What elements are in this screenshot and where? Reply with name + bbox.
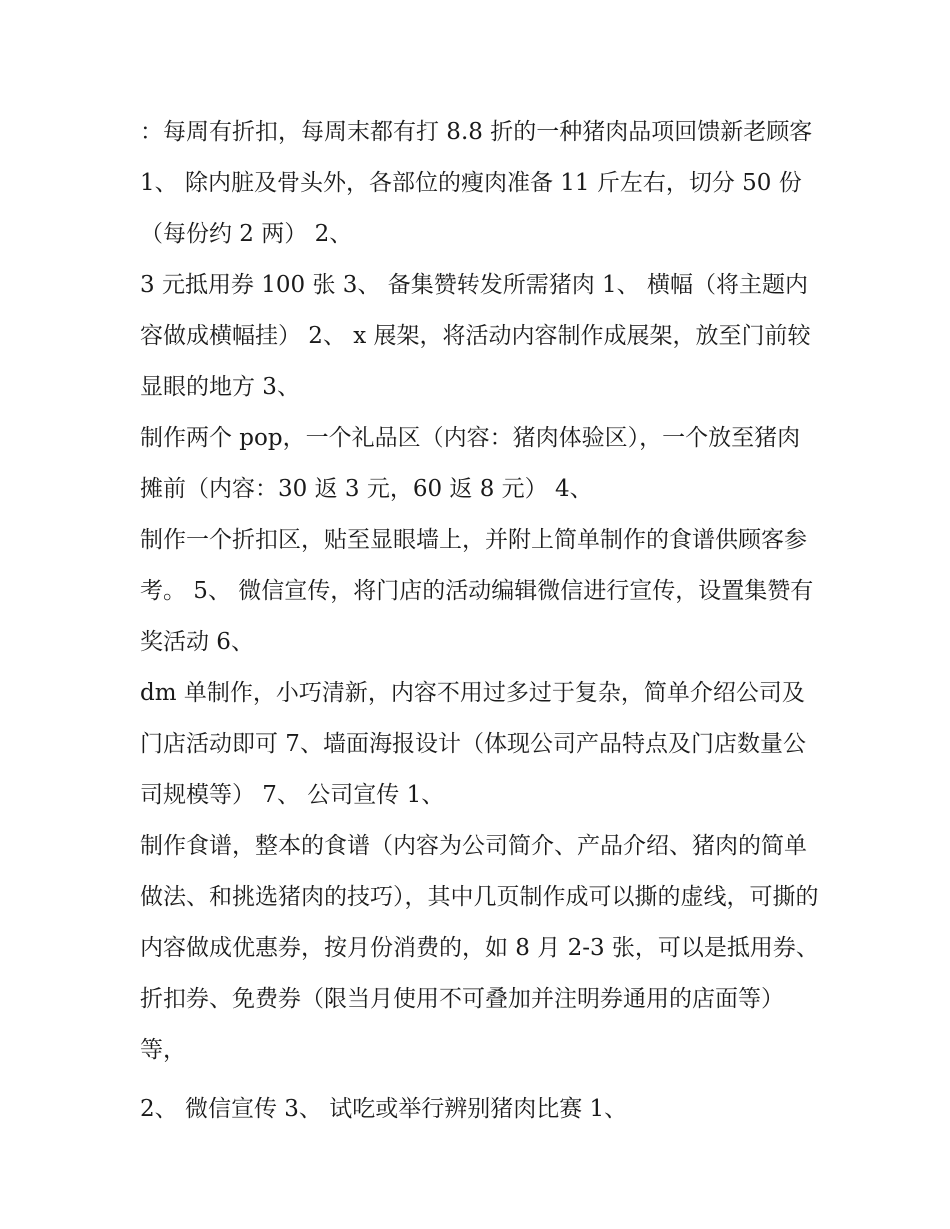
paragraph-pop-signs: 制作两个 pop，一个礼品区（内容：猪肉体验区），一个放至猪肉摊前（内容：30 返 3 元，60 返 8 元） 4、 <box>140 425 801 502</box>
paragraph-discount-and-meat-prep: ：每周有折扣，每周末都有打 8.8 折的一种猪肉品项回馈新老顾客 1、 除内脏及骨头外，各部位的瘦肉准备 11 斤左右，切分 50 份（每份约 2 两） 2、 <box>140 119 813 247</box>
paragraph-coupons-banner-display: 3 元抵用券 100 张 3、 备集赞转发所需猪肉 1、 横幅（将主题内容做成横幅挂） 2、 x 展架，将活动内容制作成展架，放至门前较显眼的地方 3、 <box>140 272 811 400</box>
document-body <box>140 107 820 1135</box>
paragraph-wechat-tasting: 2、 微信宣传 3、 试吃或举行辨别猪肉比赛 1、 <box>140 1096 628 1122</box>
paragraph-recipe-book: 制作食谱，整本的食谱（内容为公司简介、产品介绍、猪肉的简单做法、和挑选猪肉的技巧），其中几页制作成可以撕的虚线，可撕的内容做成优惠券，按月份消费的，如 8 月 2-3 张，可以是抵用券、折扣券、免费券（限当月使用不可叠加并注明券通用的店面等）等， <box>140 833 819 1063</box>
paragraph-dm-flyer-poster: dm 单制作，小巧清新，内容不用过多过于复杂，简单介绍公司及门店活动即可 7、墙面海报设计（体现公司产品特点及门店数量公司规模等） 7、 公司宣传 1、 <box>140 680 806 808</box>
paragraph-discount-area-wechat: 制作一个折扣区，贴至显眼墙上，并附上简单制作的食谱供顾客参考。 5、 微信宣传，将门店的活动编辑微信进行宣传，设置集赞有奖活动 6、 <box>140 527 814 655</box>
